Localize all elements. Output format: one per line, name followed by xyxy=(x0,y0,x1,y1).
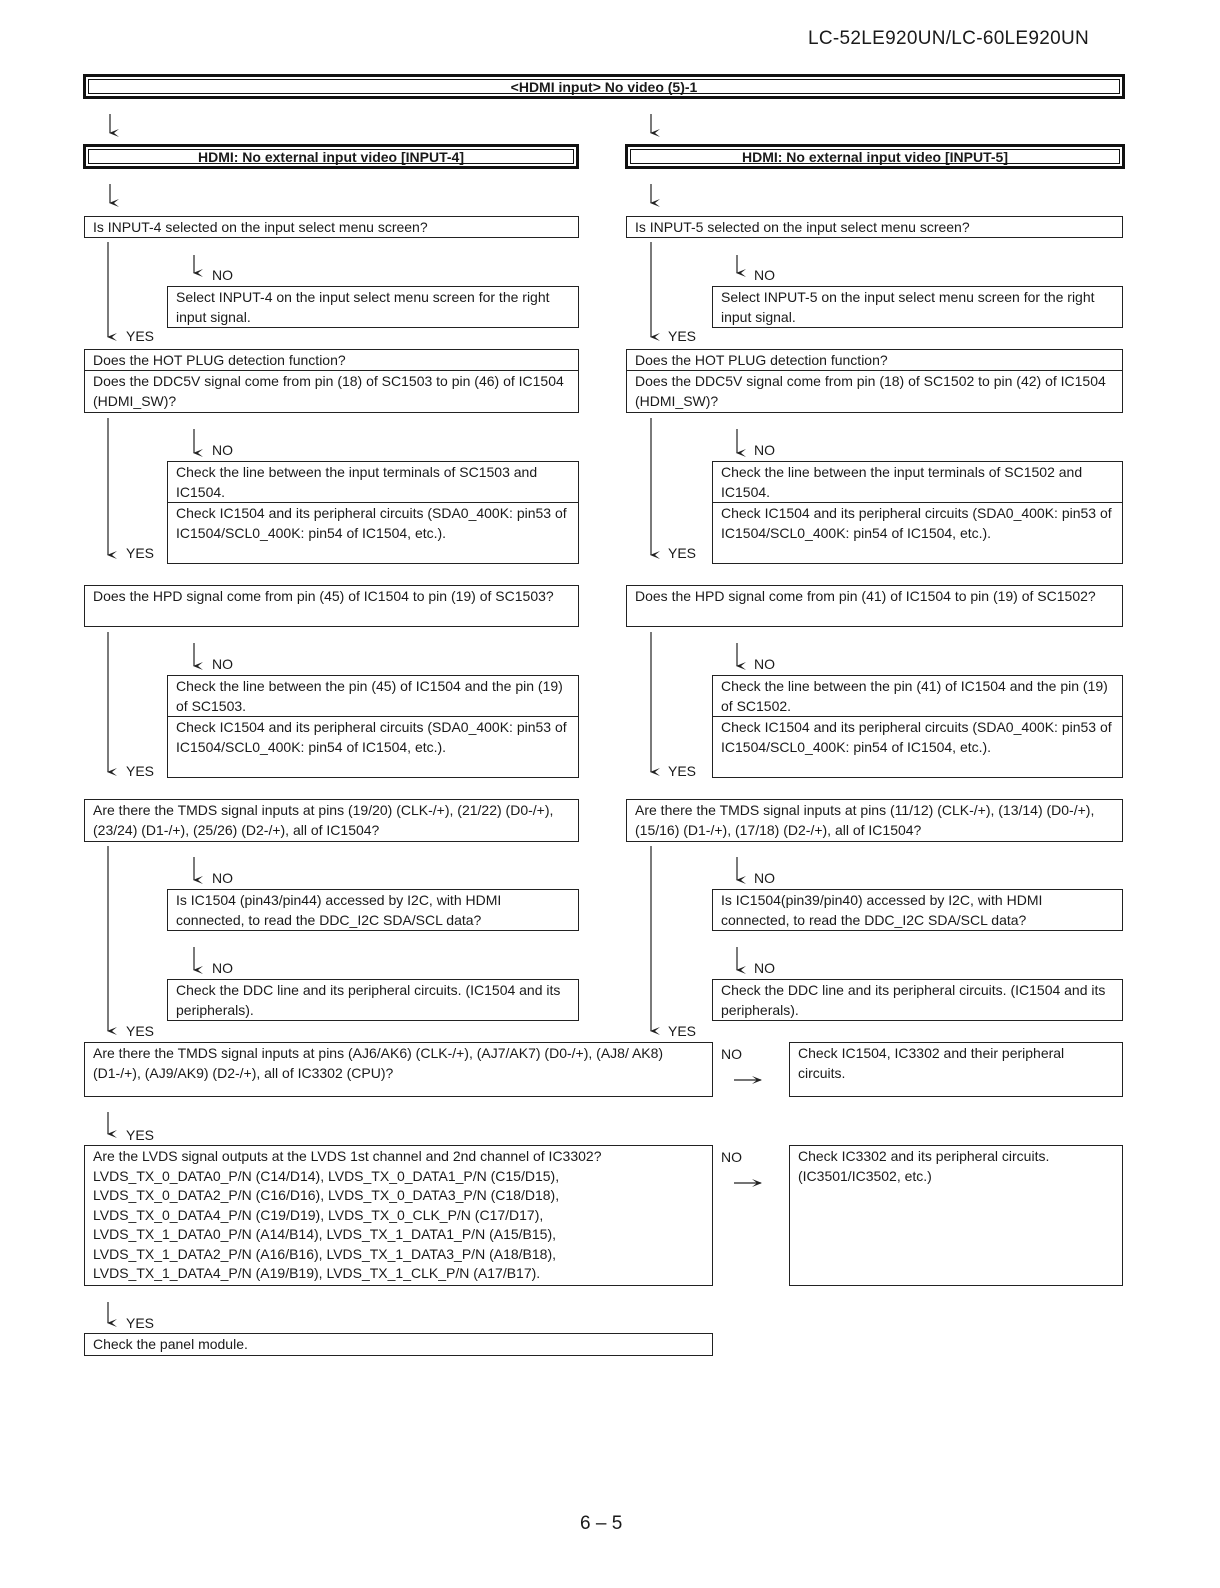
left-yes-label-1: YES xyxy=(126,328,155,344)
right-q-tmds: Are there the TMDS signal inputs at pins (11/12) (CLK-/+), (13/14) (D0-/+), (15/16) (D1-/+), (17/18) (D2-/+), all of IC1504? xyxy=(626,799,1123,842)
left-a-check-line-pins: Check the line between the pin (45) of IC1504 and the pin (19) of SC1503. xyxy=(167,675,579,717)
right-q-ddc5v: Does the DDC5V signal come from pin (18) of SC1502 to pin (42) of IC1504 (HDMI_SW)? xyxy=(626,370,1123,413)
yes-label-lvds: YES xyxy=(126,1315,155,1331)
right-q-i2c: Is IC1504(pin39/pin40) accessed by I2C, with HDMI connected, to read the DDC_I2C SDA/SCL data? xyxy=(712,889,1123,931)
left-a-check-ddc: Check the DDC line and its peripheral circuits. (IC1504 and its peripherals). xyxy=(167,979,579,1021)
left-yes-label-3: YES xyxy=(126,763,155,779)
right-yes-label-2: YES xyxy=(668,545,697,561)
a-check-panel: Check the panel module. xyxy=(84,1333,713,1356)
right-yes-label-4: YES xyxy=(668,1023,697,1039)
q-lvds-line: LVDS_TX_0_DATA2_P/N (C16/D16), LVDS_TX_0_DATA3_P/N (C18/D18), xyxy=(93,1187,560,1203)
left-no-label-4: NO xyxy=(212,870,233,886)
right-heading: HDMI: No external input video [INPUT-5] xyxy=(625,144,1125,169)
right-no-label-2: NO xyxy=(754,442,775,458)
left-no-label-1: NO xyxy=(212,267,233,283)
flowchart-title: <HDMI input> No video (5)-1 xyxy=(83,74,1125,99)
right-q-input-selected: Is INPUT-5 selected on the input select menu screen? xyxy=(626,216,1123,238)
q-lvds xyxy=(84,1145,713,1286)
left-q-hot-plug: Does the HOT PLUG detection function? xyxy=(84,349,579,371)
page-number: 6 – 5 xyxy=(580,1513,623,1534)
left-a-check-ic-peripheral-1: Check IC1504 and its peripheral circuits (SDA0_400K: pin53 of IC1504/SCL0_400K: pin54 of IC1504, etc.). xyxy=(167,502,579,564)
q-lvds-line: Are the LVDS signal outputs at the LVDS 1st channel and 2nd channel of IC3302? xyxy=(93,1148,602,1164)
left-no-label-5: NO xyxy=(212,960,233,976)
q-lvds-line: LVDS_TX_1_DATA0_P/N (A14/B14), LVDS_TX_1_DATA1_P/N (A15/B15), xyxy=(93,1226,556,1242)
right-a-check-line-terminals: Check the line between the input terminals of SC1502 and IC1504. xyxy=(712,461,1123,503)
q-tmds-cpu: Are there the TMDS signal inputs at pins (AJ6/AK6) (CLK-/+), (AJ7/AK7) (D0-/+), (AJ8/ AK8) (D1-/+), (AJ9/AK9) (D2-/+), all of IC3302 (CPU)? xyxy=(84,1042,713,1097)
right-a-check-ic-peripheral-2: Check IC1504 and its peripheral circuits (SDA0_400K: pin53 of IC1504/SCL0_400K: pin54 of IC1504, etc.). xyxy=(712,716,1123,778)
right-yes-label-1: YES xyxy=(668,328,697,344)
q-lvds-line: LVDS_TX_0_DATA4_P/N (C19/D19), LVDS_TX_0_CLK_P/N (C17/D17), xyxy=(93,1206,544,1223)
model-number: LC-52LE920UN/LC-60LE920UN xyxy=(808,28,1090,49)
q-lvds-line: LVDS_TX_1_DATA2_P/N (A16/B16), LVDS_TX_1_DATA3_P/N (A18/B18), xyxy=(93,1245,556,1262)
right-q-hot-plug: Does the HOT PLUG detection function? xyxy=(626,349,1123,371)
left-a-check-line-terminals: Check the line between the input terminals of SC1503 and IC1504. xyxy=(167,461,579,503)
left-no-label-2: NO xyxy=(212,442,233,458)
left-yes-label-2: YES xyxy=(126,545,155,561)
right-a-check-ddc: Check the DDC line and its peripheral circuits. (IC1504 and its peripherals). xyxy=(712,979,1123,1021)
right-yes-label-3: YES xyxy=(668,763,697,779)
q-lvds-line: LVDS_TX_0_DATA0_P/N (C14/D14), LVDS_TX_0_DATA1_P/N (C15/D15), xyxy=(93,1167,560,1184)
left-q-hpd: Does the HPD signal come from pin (45) of IC1504 to pin (19) of SC1503? xyxy=(84,585,579,627)
a-check-ic3302: Check IC3302 and its peripheral circuits. (IC3501/IC3502, etc.) xyxy=(789,1145,1123,1286)
left-q-input-selected: Is INPUT-4 selected on the input select menu screen? xyxy=(84,216,579,238)
left-no-label-3: NO xyxy=(212,656,233,672)
a-check-ic1504-ic3302: Check IC1504, IC3302 and their peripheral circuits. xyxy=(789,1042,1123,1097)
left-q-tmds: Are there the TMDS signal inputs at pins (19/20) (CLK-/+), (21/22) (D0-/+), (23/24) (D1-/+), (25/26) (D2-/+), all of IC1504? xyxy=(84,799,579,842)
right-no-label-4: NO xyxy=(754,870,775,886)
left-a-check-ic-peripheral-2: Check IC1504 and its peripheral circuits (SDA0_400K: pin53 of IC1504/SCL0_400K: pin54 of IC1504, etc.). xyxy=(167,716,579,778)
no-label-cpu: NO xyxy=(721,1046,742,1062)
left-q-i2c: Is IC1504 (pin43/pin44) accessed by I2C, with HDMI connected, to read the DDC_I2C SDA/SCL data? xyxy=(167,889,579,931)
right-q-hpd: Does the HPD signal come from pin (41) of IC1504 to pin (19) of SC1502? xyxy=(626,585,1123,627)
right-a-select-input: Select INPUT-5 on the input select menu screen for the right input signal. xyxy=(712,286,1123,328)
left-heading: HDMI: No external input video [INPUT-4] xyxy=(83,144,579,169)
left-a-select-input: Select INPUT-4 on the input select menu screen for the right input signal. xyxy=(167,286,579,328)
right-no-label-5: NO xyxy=(754,960,775,976)
right-no-label-3: NO xyxy=(754,656,775,672)
right-a-check-line-pins: Check the line between the pin (41) of IC1504 and the pin (19) of SC1502. xyxy=(712,675,1123,717)
right-a-check-ic-peripheral-1: Check IC1504 and its peripheral circuits (SDA0_400K: pin53 of IC1504/SCL0_400K: pin54 of IC1504, etc.). xyxy=(712,502,1123,564)
yes-label-cpu: YES xyxy=(126,1127,155,1143)
no-label-lvds: NO xyxy=(721,1149,742,1165)
q-lvds-line: LVDS_TX_1_DATA4_P/N (A19/B19), LVDS_TX_1_CLK_P/N (A17/B17). xyxy=(93,1265,541,1281)
left-yes-label-4: YES xyxy=(126,1023,155,1039)
left-q-ddc5v: Does the DDC5V signal come from pin (18) of SC1503 to pin (46) of IC1504 (HDMI_SW)? xyxy=(84,370,579,413)
right-no-label-1: NO xyxy=(754,267,775,283)
